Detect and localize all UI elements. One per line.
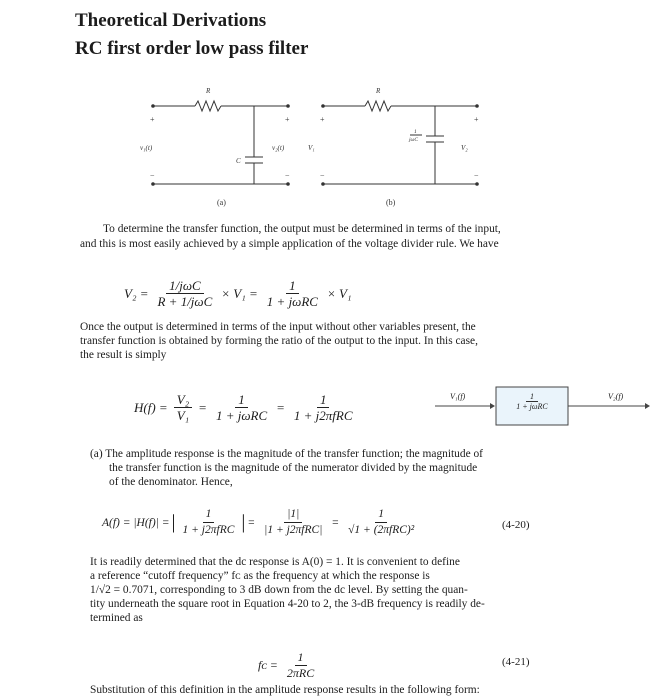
circuit-figure bbox=[120, 80, 520, 215]
figure-label-b: (b) bbox=[386, 198, 396, 207]
minus-b-in: − bbox=[320, 171, 325, 180]
para1-line1: To determine the transfer function, the output must be determined in terms of the input, bbox=[103, 223, 501, 235]
block-tf-den: 1 + jωRC bbox=[516, 402, 548, 411]
label-r-b: R bbox=[376, 87, 381, 95]
eq4-lhs: fᴄ = bbox=[258, 658, 278, 672]
equation-amplitude-response bbox=[100, 507, 421, 538]
eq1-f1-den: R + 1/jωC bbox=[157, 294, 213, 309]
terminal-b-out-top bbox=[476, 105, 479, 108]
para4-line1: It is readily determined that the dc response is A(0) = 1. It is convenient to define bbox=[90, 556, 460, 568]
terminal-a-in-bottom bbox=[152, 183, 155, 186]
para2-line1: Once the output is determined in terms of the input without other variables present, the bbox=[80, 321, 476, 333]
para2-line3: the result is simply bbox=[80, 349, 167, 361]
eq2-f1-num: V₂ bbox=[174, 392, 192, 408]
eq3-f1-num: 1 bbox=[203, 507, 215, 523]
para5-line1: Substitution of this definition in the amplitude response results in the following form: bbox=[90, 684, 480, 696]
eq1-times-1: × V₁ = bbox=[221, 285, 258, 301]
eq3-f2-num: |1| bbox=[284, 507, 302, 523]
eq2-fraction-2 bbox=[211, 392, 272, 423]
block-tf-num: 1 bbox=[526, 392, 538, 402]
eq1-times-2: × V₁ bbox=[326, 285, 352, 301]
eq2-fraction-3 bbox=[289, 392, 358, 423]
eq4-den: 2πRC bbox=[286, 666, 315, 680]
para3-line2: the transfer function is the magnitude of the numerator divided by the magnitude bbox=[109, 462, 478, 474]
plus-a-in: + bbox=[150, 115, 155, 124]
para4-line2: a reference “cutoff frequency” fᴄ as the frequency at which the response is bbox=[90, 570, 430, 582]
terminal-b-out-bottom bbox=[476, 183, 479, 186]
eq2-f1-den: V₁ bbox=[176, 408, 190, 423]
eq3-equals-b: = bbox=[331, 516, 340, 529]
equation-cutoff-frequency bbox=[256, 650, 321, 681]
eq3-equals-a: = bbox=[247, 516, 256, 529]
para4-line5: termined as bbox=[90, 612, 143, 624]
figure-label-a: (a) bbox=[217, 198, 226, 207]
eq3-abs-bar-right: | bbox=[241, 511, 246, 533]
input-arrow-head bbox=[490, 403, 495, 409]
minus-b-out: − bbox=[474, 171, 479, 180]
eq3-number: (4-20) bbox=[502, 519, 530, 531]
eq2-equals-b: = bbox=[276, 399, 285, 415]
eq2-f3-den: 1 + j2πfRC bbox=[293, 408, 353, 423]
eq1-f1-num: 1/jωC bbox=[166, 278, 204, 294]
minus-a-out: − bbox=[285, 171, 290, 180]
eq2-f2-num: 1 bbox=[235, 392, 248, 408]
plus-a-out: + bbox=[285, 115, 290, 124]
eq3-abs-bar-left: | bbox=[171, 511, 176, 533]
eq2-f2-den: 1 + jωRC bbox=[215, 408, 268, 423]
terminal-a-in-top bbox=[152, 105, 155, 108]
eq4-fraction bbox=[282, 650, 319, 681]
label-r-a: R bbox=[206, 87, 211, 95]
equation-transfer-function bbox=[132, 392, 360, 423]
terminal-a-out-top bbox=[287, 105, 290, 108]
eq4-number: (4-21) bbox=[502, 656, 530, 668]
block-input-label: V₁(f) bbox=[450, 392, 466, 401]
eq4-num: 1 bbox=[295, 650, 307, 666]
block-diagram bbox=[435, 375, 655, 435]
eq3-fraction-3 bbox=[343, 507, 419, 538]
heading-line-1: Theoretical Derivations bbox=[75, 10, 267, 31]
eq3-f1-den: 1 + j2πfRC bbox=[182, 524, 235, 536]
resistor-b bbox=[365, 101, 391, 111]
para3-line3: of the denominator. Hence, bbox=[109, 476, 233, 488]
eq1-lhs: V₂ = bbox=[124, 285, 149, 301]
eq2-equals-a: = bbox=[198, 399, 207, 415]
para4-line4: tity underneath the square root in Equation 4-20 to 2, the 3-dB frequency is readily de- bbox=[90, 598, 485, 610]
label-v1-phasor: V₁ bbox=[308, 144, 315, 152]
eq3-lhs: A(f) = |H(f)| = bbox=[102, 516, 170, 529]
terminal-b-in-top bbox=[322, 105, 325, 108]
eq3-fraction-2 bbox=[259, 507, 327, 538]
label-c-a: C bbox=[236, 157, 241, 165]
plus-b-out: + bbox=[474, 115, 479, 124]
eq1-fraction-2 bbox=[262, 278, 323, 309]
label-v2t: v₂(t) bbox=[272, 144, 285, 152]
label-imp-den: jωC bbox=[409, 137, 419, 143]
resistor-a bbox=[195, 101, 221, 111]
plus-b-in: + bbox=[320, 115, 325, 124]
block-output-label: V₂(f) bbox=[608, 392, 624, 401]
para2-line2: transfer function is obtained by forming the ratio of the output to the input. In this case, bbox=[80, 335, 478, 347]
para1-line2: and this is most easily achieved by a simple application of the voltage divider rule. We have bbox=[80, 238, 499, 250]
terminal-b-in-bottom bbox=[322, 183, 325, 186]
eq3-f3-den: √1 + (2πfRC)² bbox=[348, 524, 415, 536]
para4-line3: 1/√2 = 0.7071, corresponding to 3 dB down from the dc level. By setting the quan- bbox=[90, 584, 468, 596]
eq3-f2-den: |1 + j2πfRC| bbox=[264, 524, 323, 536]
eq1-f2-den: 1 + jωRC bbox=[266, 294, 318, 309]
eq2-lhs: H(f) = bbox=[134, 399, 168, 415]
eq3-f3-num: 1 bbox=[375, 507, 387, 523]
eq3-fraction-1 bbox=[178, 507, 240, 538]
eq2-fraction-1 bbox=[172, 392, 194, 423]
heading-line-2: RC first order low pass filter bbox=[75, 38, 309, 59]
equation-voltage-divider bbox=[122, 278, 353, 309]
terminal-a-out-bottom bbox=[287, 183, 290, 186]
label-v2-phasor: V₂ bbox=[461, 144, 468, 152]
block-transfer-fraction bbox=[499, 392, 565, 411]
eq1-f2-num: 1 bbox=[286, 278, 299, 294]
label-v1t: v₁(t) bbox=[140, 144, 153, 152]
minus-a-in: − bbox=[150, 171, 155, 180]
para3-line1: (a) The amplitude response is the magnitude of the transfer function; the magnitude of bbox=[90, 448, 483, 460]
label-imp-num: 1 bbox=[414, 129, 417, 135]
eq1-fraction-1 bbox=[152, 278, 217, 309]
output-arrow-head bbox=[645, 403, 650, 409]
eq2-f3-num: 1 bbox=[317, 392, 330, 408]
